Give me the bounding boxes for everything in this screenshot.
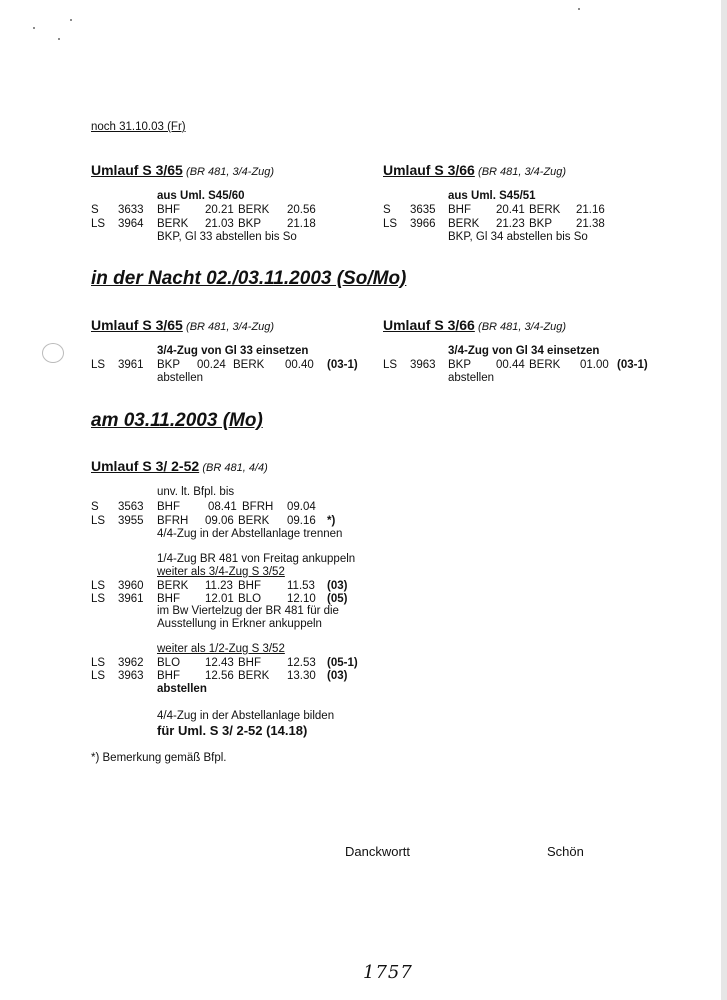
arr-time: 21.16 — [576, 204, 605, 216]
to-station: BFRH — [242, 501, 274, 513]
umlauf-subtitle: (BR 481, 3/4-Zug) — [186, 166, 275, 178]
note-after: abstellen — [448, 372, 495, 384]
signature-left: Danckwortt — [345, 844, 411, 859]
dep-time: 12.43 — [205, 657, 234, 669]
night-heading: in der Nacht 02./03.11.2003 (So/Mo) — [91, 268, 407, 289]
train-type: S — [91, 501, 99, 513]
scan-speck — [33, 27, 35, 29]
umlauf-title: Umlauf S 3/66 — [383, 317, 475, 333]
route-code: *) — [327, 515, 336, 527]
from-station: BERK — [448, 218, 480, 230]
note-from: 3/4-Zug von Gl 34 einsetzen — [448, 345, 600, 357]
from-station: BHF — [157, 204, 180, 216]
umlauf-header-left-2 — [91, 317, 274, 333]
from-station: BFRH — [157, 515, 189, 527]
signature-right: Schön — [547, 844, 584, 859]
dep-time: 00.44 — [496, 359, 525, 371]
umlauf-title: Umlauf S 3/65 — [91, 317, 183, 333]
note: 4/4-Zug in der Abstellanlage trennen — [157, 528, 343, 540]
punch-hole-mark — [42, 343, 64, 363]
train-number: 3955 — [118, 515, 144, 527]
to-station: BERK — [233, 359, 265, 371]
train-type: LS — [91, 359, 106, 371]
train-row — [383, 217, 643, 231]
train-type: LS — [91, 670, 106, 682]
note-after: BKP, Gl 34 abstellen bis So — [448, 231, 588, 243]
umlauf-title: Umlauf S 3/ 2-52 — [91, 458, 200, 474]
to-station: BKP — [529, 218, 553, 230]
dep-time: 09.06 — [205, 515, 234, 527]
note-from: 3/4-Zug von Gl 33 einsetzen — [157, 345, 309, 357]
train-type: LS — [91, 593, 106, 605]
note-after: abstellen — [157, 372, 204, 384]
train-row — [91, 656, 371, 670]
from-station: BKP — [157, 359, 181, 371]
dep-time: 11.23 — [205, 580, 233, 592]
dep-time: 08.41 — [208, 501, 237, 513]
from-station: BKP — [448, 359, 472, 371]
to-station: BHF — [238, 657, 261, 669]
to-station: BLO — [238, 593, 262, 605]
train-row — [91, 500, 371, 514]
train-row — [91, 514, 371, 528]
train-type: S — [383, 204, 391, 216]
footnote: *) Bemerkung gemäß Bfpl. — [91, 752, 227, 764]
arr-time: 09.04 — [287, 501, 316, 513]
train-row — [91, 669, 371, 683]
train-row — [91, 217, 351, 231]
route-code: (05-1) — [327, 657, 358, 669]
dep-time: 00.24 — [197, 359, 226, 371]
arr-time: 11.53 — [287, 580, 315, 592]
dep-time: 12.01 — [205, 593, 234, 605]
route-code: (05) — [327, 593, 348, 605]
train-type: LS — [91, 218, 106, 230]
umlauf-subtitle: (BR 481, 3/4-Zug) — [186, 321, 275, 333]
train-row — [91, 203, 351, 217]
handwritten-page-number: 1757 — [363, 962, 413, 983]
note: weiter als 3/4-Zug S 3/52 — [157, 566, 285, 578]
train-type: S — [91, 204, 99, 216]
train-type: LS — [91, 580, 106, 592]
train-type: LS — [383, 218, 398, 230]
to-station: BKP — [238, 218, 262, 230]
umlauf-header-3 — [91, 458, 268, 474]
route-code: (03-1) — [327, 359, 358, 371]
to-station: BERK — [529, 204, 561, 216]
train-number: 3563 — [118, 501, 144, 513]
umlauf-header-right-1 — [383, 162, 566, 178]
umlauf-title: Umlauf S 3/66 — [383, 162, 475, 178]
to-station: BERK — [238, 204, 270, 216]
note: 4/4-Zug in der Abstellanlage bilden — [157, 710, 335, 722]
umlauf-header-left-1 — [91, 162, 274, 178]
train-number: 3962 — [118, 657, 144, 669]
to-station: BHF — [238, 580, 261, 592]
umlauf-subtitle: (BR 481, 4/4) — [202, 462, 268, 474]
train-type: LS — [91, 515, 106, 527]
umlauf-subtitle: (BR 481, 3/4-Zug) — [478, 166, 567, 178]
note-from: aus Uml. S45/51 — [448, 190, 536, 202]
dep-time: 12.56 — [205, 670, 234, 682]
note: unv. lt. Bfpl. bis — [157, 486, 235, 498]
route-code: (03) — [327, 670, 348, 682]
scan-speck — [58, 38, 60, 40]
arr-time: 13.30 — [287, 670, 316, 682]
train-number: 3961 — [118, 593, 144, 605]
to-station: BERK — [238, 515, 270, 527]
from-station: BLO — [157, 657, 181, 669]
scan-speck — [578, 8, 580, 10]
umlauf-header-right-2 — [383, 317, 566, 333]
note-after: BKP, Gl 33 abstellen bis So — [157, 231, 297, 243]
to-station: BERK — [529, 359, 561, 371]
from-station: BERK — [157, 218, 189, 230]
note: Ausstellung in Erkner ankuppeln — [157, 618, 322, 630]
train-number: 3961 — [118, 359, 144, 371]
note: weiter als 1/2-Zug S 3/52 — [157, 643, 285, 655]
to-station: BERK — [238, 670, 270, 682]
from-station: BHF — [157, 670, 180, 682]
note: im Bw Viertelzug der BR 481 für die — [157, 605, 339, 617]
scan-speck — [70, 19, 72, 21]
dep-time: 20.21 — [205, 204, 234, 216]
umlauf-title: Umlauf S 3/65 — [91, 162, 183, 178]
train-row — [383, 203, 643, 217]
arr-time: 09.16 — [287, 515, 316, 527]
from-station: BHF — [448, 204, 471, 216]
note: 1/4-Zug BR 481 von Freitag ankuppeln — [157, 553, 356, 565]
train-row — [91, 358, 371, 372]
arr-time: 01.00 — [580, 359, 609, 371]
from-station: BHF — [157, 593, 180, 605]
summary-line: für Uml. S 3/ 2-52 (14.18) — [157, 723, 308, 738]
from-station: BHF — [157, 501, 180, 513]
train-number: 3960 — [118, 580, 144, 592]
train-type: LS — [383, 359, 398, 371]
umlauf-subtitle: (BR 481, 3/4-Zug) — [478, 321, 567, 333]
date-line: noch 31.10.03 (Fr) — [91, 121, 186, 133]
day-heading: am 03.11.2003 (Mo) — [91, 410, 263, 431]
note: abstellen — [157, 683, 207, 695]
train-row — [383, 358, 663, 372]
train-number: 3963 — [410, 359, 436, 371]
train-type: LS — [91, 657, 106, 669]
train-number: 3635 — [410, 204, 436, 216]
dep-time: 21.23 — [496, 218, 525, 230]
train-row — [91, 592, 371, 606]
arr-time: 12.53 — [287, 657, 316, 669]
note-from: aus Uml. S45/60 — [157, 190, 245, 202]
route-code: (03) — [327, 580, 348, 592]
dep-time: 20.41 — [496, 204, 525, 216]
scan-edge — [721, 0, 727, 1000]
from-station: BERK — [157, 580, 189, 592]
train-number: 3633 — [118, 204, 144, 216]
arr-time: 12.10 — [287, 593, 316, 605]
arr-time: 21.38 — [576, 218, 605, 230]
dep-time: 21.03 — [205, 218, 234, 230]
route-code: (03-1) — [617, 359, 648, 371]
train-number: 3963 — [118, 670, 144, 682]
arr-time: 20.56 — [287, 204, 316, 216]
train-number: 3966 — [410, 218, 436, 230]
arr-time: 00.40 — [285, 359, 314, 371]
train-row — [91, 579, 371, 593]
arr-time: 21.18 — [287, 218, 316, 230]
train-number: 3964 — [118, 218, 144, 230]
